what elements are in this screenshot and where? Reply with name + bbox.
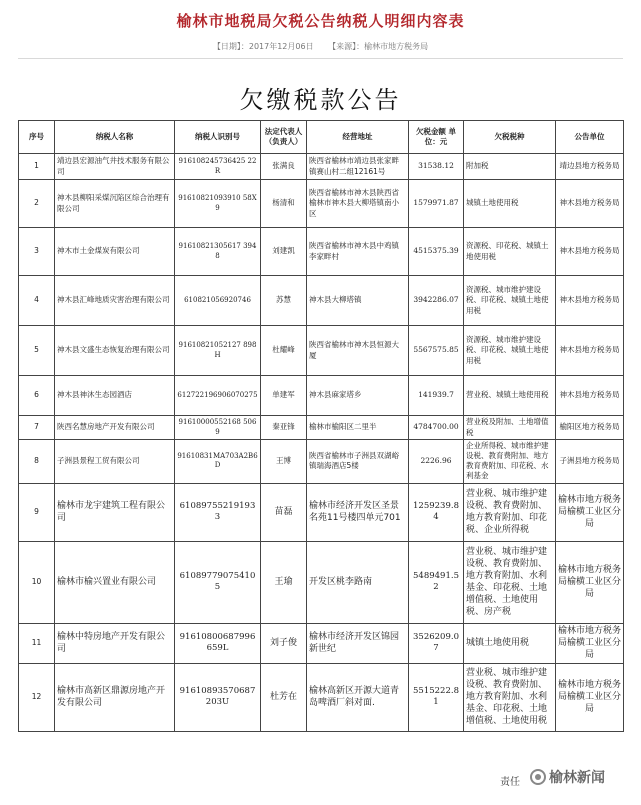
cell-amount: 4784700.00 xyxy=(409,416,464,440)
cell-kind: 营业税及附加、土地增值税 xyxy=(464,416,556,440)
cell-code: 612722196906070275 xyxy=(175,376,261,416)
cell-amount: 2226.96 xyxy=(409,440,464,484)
cell-name: 榆林市榆兴置业有限公司 xyxy=(55,541,175,623)
cell-legal: 苏慧 xyxy=(261,276,307,326)
col-header-amount: 欠税金额 单位：元 xyxy=(409,121,464,154)
cell-legal: 苗磊 xyxy=(261,483,307,541)
cell-code: 91610893570687 203U xyxy=(175,663,261,731)
cell-no: 5 xyxy=(19,326,55,376)
cell-legal: 秦亚锋 xyxy=(261,416,307,440)
cell-legal: 杨清和 xyxy=(261,180,307,228)
cell-unit: 榆林市地方税务局榆横工业区分局 xyxy=(556,541,624,623)
cell-name: 神木县神沐生态园酒店 xyxy=(55,376,175,416)
cell-kind: 企业所得税、城市维护建设税、教育费附加、地方教育费附加、印花税、水利基金 xyxy=(464,440,556,484)
cell-amount: 4515375.39 xyxy=(409,228,464,276)
article-meta xyxy=(0,41,641,52)
watermark-text: 榆林新闻 xyxy=(549,770,605,786)
cell-kind: 附加税 xyxy=(464,154,556,180)
cell-name: 靖边县宏源油气井技术服务有限公司 xyxy=(55,154,175,180)
cell-unit: 神木县地方税务局 xyxy=(556,276,624,326)
cell-code: 91610821052127 898H xyxy=(175,326,261,376)
table-row xyxy=(19,663,624,731)
notice-title: 欠缴税款公告 xyxy=(239,86,402,114)
cell-unit: 靖边县地方税务局 xyxy=(556,154,624,180)
cell-legal: 刘建凯 xyxy=(261,228,307,276)
cell-code: 91610831MA703A2B6D xyxy=(175,440,261,484)
speech-bubble-icon xyxy=(530,769,546,785)
cell-code: 91610800687996 659L xyxy=(175,623,261,663)
cell-unit: 榆林市地方税务局榆横工业区分局 xyxy=(556,663,624,731)
cell-no: 1 xyxy=(19,154,55,180)
col-header-no: 序号 xyxy=(19,121,55,154)
publish-date: 【日期】：2017年12月06日 xyxy=(212,42,314,51)
cell-no: 12 xyxy=(19,663,55,731)
cell-no: 7 xyxy=(19,416,55,440)
cell-name: 神木县汇峰地质灾害治理有限公司 xyxy=(55,276,175,326)
cell-no: 9 xyxy=(19,483,55,541)
cell-addr: 榆林市经济开发区锦园新世纪 xyxy=(307,623,409,663)
cell-amount: 5489491.52 xyxy=(409,541,464,623)
cell-name: 榆林市龙宇建筑工程有限公司 xyxy=(55,483,175,541)
cell-addr: 陕西省榆林市神木县恒源大厦 xyxy=(307,326,409,376)
col-header-tax-kind: 欠税税种 xyxy=(464,121,556,154)
cell-amount: 31538.12 xyxy=(409,154,464,180)
cell-kind: 资源税、城市维护建设税、印花税、城镇土地使用税 xyxy=(464,326,556,376)
cell-addr: 榆林高新区开源大道青岛啤酒厂斜对面. xyxy=(307,663,409,731)
cell-amount: 1579971.87 xyxy=(409,180,464,228)
cell-name: 榆林市高新区鼎源房地产开发有限公司 xyxy=(55,663,175,731)
cell-code: 91610000552168 5069 xyxy=(175,416,261,440)
col-header-code: 纳税人识别号 xyxy=(175,121,261,154)
cell-kind: 营业税、城镇土地使用税 xyxy=(464,376,556,416)
cell-amount: 3526209.07 xyxy=(409,623,464,663)
cell-unit: 榆林市地方税务局榆横工业区分局 xyxy=(556,483,624,541)
cell-legal: 杜芳在 xyxy=(261,663,307,731)
table-row xyxy=(19,154,624,180)
watermark xyxy=(530,767,605,787)
cell-kind: 营业税、城市维护建设税、教育费附加、地方教育附加、水利基金、印花税、土地增值税、土地使用税、房产税 xyxy=(464,541,556,623)
cell-addr: 榆林市经济开发区圣景名苑11号楼四单元701 xyxy=(307,483,409,541)
table-row xyxy=(19,376,624,416)
cell-amount: 3942286.07 xyxy=(409,276,464,326)
cell-no: 2 xyxy=(19,180,55,228)
cell-legal: 王瑜 xyxy=(261,541,307,623)
cell-legal: 杜耀峰 xyxy=(261,326,307,376)
cell-name: 神木县柳阳采煤沉陷区综合治理有限公司 xyxy=(55,180,175,228)
cell-no: 11 xyxy=(19,623,55,663)
cell-addr: 神木县麻家塔乡 xyxy=(307,376,409,416)
cell-name: 子洲县景程工贸有限公司 xyxy=(55,440,175,484)
cell-addr: 榆林市榆阳区二里半 xyxy=(307,416,409,440)
cell-name: 陕西名慧房地产开发有限公司 xyxy=(55,416,175,440)
table-header-row xyxy=(19,121,624,154)
page-header-title: 榆林市地税局欠税公告纳税人明细内容表 xyxy=(176,12,465,30)
cell-name: 神木县文盛生态恢复治理有限公司 xyxy=(55,326,175,376)
tax-arrears-table xyxy=(18,120,624,732)
cell-unit: 神木县地方税务局 xyxy=(556,326,624,376)
cell-addr: 陕西省榆林市靖边县张家畔镇赛山村二组12161号 xyxy=(307,154,409,180)
col-header-legal: 法定代表人（负责人） xyxy=(261,121,307,154)
cell-amount: 141939.7 xyxy=(409,376,464,416)
cell-no: 8 xyxy=(19,440,55,484)
cell-addr: 陕西省榆林市神木县中鸡镇李家畔村 xyxy=(307,228,409,276)
cell-code: 91610821305617 3948 xyxy=(175,228,261,276)
table-row xyxy=(19,483,624,541)
cell-code: 91610821093910 58X9 xyxy=(175,180,261,228)
cell-legal: 王博 xyxy=(261,440,307,484)
cell-unit: 榆阳区地方税务局 xyxy=(556,416,624,440)
table-row xyxy=(19,440,624,484)
cell-kind: 资源税、城市维护建设税、印花税、城镇土地使用税 xyxy=(464,276,556,326)
cell-amount: 5515222.81 xyxy=(409,663,464,731)
cell-kind: 资源税、印花税、城镇土地使用税 xyxy=(464,228,556,276)
cell-amount: 5567575.85 xyxy=(409,326,464,376)
cell-unit: 榆林市地方税务局榆横工业区分局 xyxy=(556,623,624,663)
cell-no: 10 xyxy=(19,541,55,623)
cell-code: 610897552191933 xyxy=(175,483,261,541)
cell-kind: 营业税、城市维护建设税、教育费附加、地方教育附加、印花税、企业所得税 xyxy=(464,483,556,541)
cell-addr: 陕西省榆林市子洲县双湖峪镇瑞海酒店5楼 xyxy=(307,440,409,484)
cell-kind: 城镇土地使用税 xyxy=(464,180,556,228)
col-header-name: 纳税人名称 xyxy=(55,121,175,154)
cell-unit: 子洲县地方税务局 xyxy=(556,440,624,484)
table-row xyxy=(19,416,624,440)
cell-kind: 营业税、城市维护建设税、教育费附加、地方教育附加、水利基金、印花税、土地增值税、土地使用税 xyxy=(464,663,556,731)
cell-unit: 神木县地方税务局 xyxy=(556,228,624,276)
table-row xyxy=(19,623,624,663)
cell-code: 610821056920746 xyxy=(175,276,261,326)
cell-unit: 神木县地方税务局 xyxy=(556,376,624,416)
cell-no: 3 xyxy=(19,228,55,276)
cell-no: 4 xyxy=(19,276,55,326)
cell-no: 6 xyxy=(19,376,55,416)
cell-code: 610897790754105 xyxy=(175,541,261,623)
cell-name: 神木市土金煤炭有限公司 xyxy=(55,228,175,276)
table-row xyxy=(19,541,624,623)
table-row xyxy=(19,326,624,376)
cell-legal: 刘子俊 xyxy=(261,623,307,663)
cell-addr: 陕西省榆林市神木县陕西省榆林市神木县大柳塔镇南小区 xyxy=(307,180,409,228)
table-row xyxy=(19,276,624,326)
cell-legal: 张满良 xyxy=(261,154,307,180)
cell-code: 916108245736425 22R xyxy=(175,154,261,180)
publish-source: 【来源】：榆林市地方税务局 xyxy=(328,42,429,51)
table-row xyxy=(19,180,624,228)
cell-name: 榆林中特房地产开发有限公司 xyxy=(55,623,175,663)
cell-amount: 1259239.84 xyxy=(409,483,464,541)
footer-partial-text: 责任 xyxy=(500,777,520,788)
cell-addr: 开发区桃李路南 xyxy=(307,541,409,623)
cell-unit: 神木县地方税务局 xyxy=(556,180,624,228)
cell-addr: 神木县大柳塔镇 xyxy=(307,276,409,326)
cell-legal: 单建军 xyxy=(261,376,307,416)
cell-kind: 城镇土地使用税 xyxy=(464,623,556,663)
header-divider xyxy=(18,58,623,59)
col-header-unit: 公告单位 xyxy=(556,121,624,154)
col-header-address: 经营地址 xyxy=(307,121,409,154)
table-row xyxy=(19,228,624,276)
